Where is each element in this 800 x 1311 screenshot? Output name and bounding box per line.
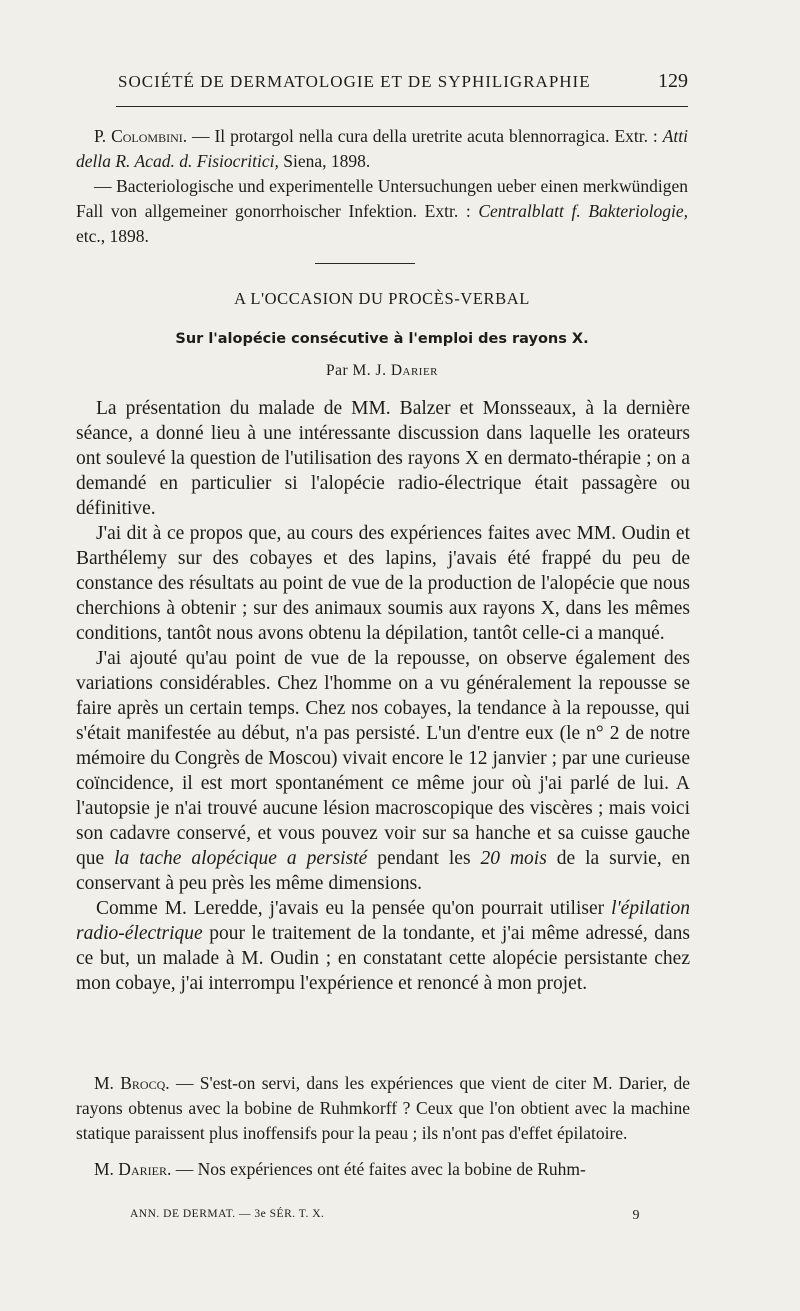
author-name: Darier <box>390 362 439 379</box>
journal-reference: ANN. DE DERMAT. — 3e SÉR. T. X. <box>130 1208 325 1220</box>
emphasis: la tache alopécique a persisté <box>114 848 368 869</box>
paragraph: J'ai dit à ce propos que, au cours des expériences faites avec MM. Oudin et Barthélemy sur des cobayes et des lapins, j'avais été frappé du peu de constance des résultats au point de vue de la production de l'alopécie que nous cherchions à obtenir ; sur des animaux soumis aux rayons X, dans les mêmes conditions, tantôt nous avons obtenu la dépilation, tantôt celle-ci a manqué. <box>76 523 690 644</box>
article-body <box>76 396 690 996</box>
paragraph: La présentation du malade de MM. Balzer et Monsseaux, à la dernière séance, a donné lieu à une intéressante discussion dans laquelle les orateurs ont soulevé la question de l'utilisation des rayons X en dermato-thérapie ; on a demandé en particulier si l'alopécie radio-électrique était passagère ou définitive. <box>76 398 690 519</box>
speaker-name: M. Darier. <box>94 1159 172 1179</box>
byline: Par M. J. Darier <box>325 362 439 379</box>
paragraph: Comme M. Leredde, j'avais eu la pensée qu'on pourrait utiliser l'épilation radio-électrique pour le traitement de la tondante, et j'ai même adressé, dans ce but, un malade à M. Oudin ; en constatant cette alopécie persistante chez mon cobaye, j'ai interrompu l'expérience et renoncé à mon projet. <box>76 898 690 994</box>
section-divider <box>315 263 415 264</box>
ref-author: P. Colombini. <box>94 126 188 146</box>
emphasis: l'épilation radio-électrique <box>76 898 690 944</box>
discussion-entry: M. Brocq. — S'est-on servi, dans les expériences que vient de citer M. Darier, de rayons obtenus avec la bobine de Ruhmkorff ? Ceux que l'on obtient avec la machine statique paraissent plus inoffensifs pour la peau ; ils n'ont pas d'effet épilatoire. <box>76 1073 690 1143</box>
signature-mark: 9 <box>632 1208 640 1223</box>
running-header <box>118 70 688 93</box>
discussion-entry: M. Darier. — Nos expériences ont été faites avec la bobine de Ruhm- <box>94 1159 586 1179</box>
ref-journal: Centralblatt f. Bakteriologie, <box>478 201 688 221</box>
page-footer <box>130 1208 640 1224</box>
emphasis: 20 mois <box>480 848 547 869</box>
reference-item: — Bacteriologische und experimentelle Untersuchungen ueber einen merkwündigen Fall von allgemeiner gonorrhoischer Infektion. Extr. : Centralblatt f. Bakteriologie, etc., 1898. <box>76 176 688 246</box>
speaker-name: M. Brocq. <box>94 1073 170 1093</box>
reference-list <box>76 124 688 249</box>
ref-journal: Atti della R. Acad. d. Fisiocritici, <box>76 126 688 171</box>
header-rule <box>116 106 688 107</box>
paragraph: J'ai ajouté qu'au point de vue de la repousse, on observe également des variations considérables. Chez l'homme on a vu généralement la repousse se faire après un certain temps. Chez nos cobayes, la tendance à la repousse, qui s'était manifestée au début, n'a pas persisté. L'un d'entre eux (le n° 2 de notre mémoire du Congrès de Moscou) vivait encore le 12 janvier ; par une curieuse coïncidence, il est mort spontanément ce même jour où j'ai parlé de lui. A l'autopsie je n'ai trouvé aucune lésion macroscopique des viscères ; mais voici son cadavre conservé, et vous pouvez voir sur sa hanche et sa cuisse gauche que la tache alopécique a persisté pendant les 20 mois de la survie, en conservant à peu près les même dimensions. <box>76 648 691 894</box>
section-title: A L'OCCASION DU PROCÈS-VERBAL <box>234 289 530 308</box>
article-subtitle: Sur l'alopécie consécutive à l'emploi des rayons X. <box>175 331 589 347</box>
running-title: SOCIÉTÉ DE DERMATOLOGIE ET DE SYPHILIGRAPHIE <box>118 72 591 91</box>
reference-item: P. Colombini. — Il protargol nella cura della uretrite acuta blennorragica. Extr. : Atti della R. Acad. d. Fisiocritici, Siena, 1898. <box>76 126 688 171</box>
page-number: 129 <box>658 70 688 92</box>
discussion <box>76 1071 690 1182</box>
